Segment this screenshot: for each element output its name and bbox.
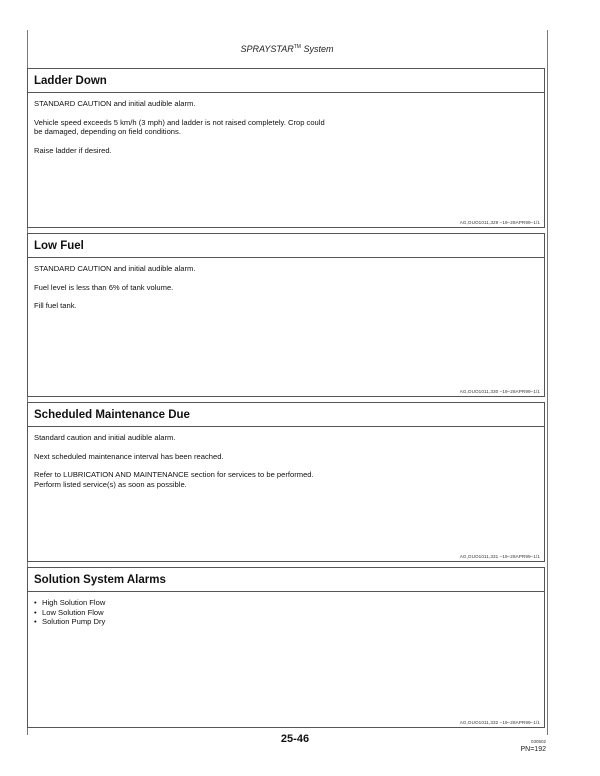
trademark-symbol: TM: [293, 44, 301, 50]
section-ladder-down: [27, 68, 545, 228]
paragraph: Fill fuel tank.: [34, 301, 77, 311]
section-body: [28, 427, 544, 489]
bullet-icon: •: [34, 617, 37, 627]
section-title: Scheduled Maintenance Due: [28, 403, 544, 427]
list-item-label: Low Solution Flow: [42, 607, 104, 617]
section-body: [28, 592, 544, 627]
section-low-fuel: [27, 233, 545, 397]
list-item: [34, 617, 538, 627]
running-head-suffix: System: [300, 44, 334, 54]
paragraph: Refer to LUBRICATION AND MAINTENANCE section for services to be performed. Perform listed service(s) as soon as possible.: [34, 470, 314, 489]
running-head-title: SPRAYSTAR: [240, 44, 294, 54]
paragraph: Fuel level is less than 6% of tank volume.: [34, 282, 174, 292]
bullet-icon: •: [34, 598, 37, 607]
footer-pn: PN=192: [520, 746, 546, 753]
paragraph: Standard caution and initial audible alarm.: [34, 433, 176, 442]
paragraph: Next scheduled maintenance interval has been reached.: [34, 451, 224, 461]
paragraph: STANDARD CAUTION and initial audible alarm.: [34, 264, 196, 273]
list-item: [34, 598, 538, 608]
reference-code: AG,OUO1011,332 –19–28APR99–1/1: [459, 720, 540, 725]
running-head: [27, 44, 547, 54]
section-solution-system-alarms: [27, 567, 545, 728]
section-title: Solution System Alarms: [28, 568, 544, 592]
section-body: [28, 93, 544, 155]
alarm-list: [34, 598, 538, 627]
footer-code: 030502: [530, 739, 546, 744]
section-title: Ladder Down: [28, 69, 544, 93]
section-body: [28, 258, 544, 311]
paragraph: Raise ladder if desired.: [34, 145, 112, 155]
list-item-label: Solution Pump Dry: [42, 617, 106, 627]
list-item-label: High Solution Flow: [42, 598, 106, 607]
section-title: Low Fuel: [28, 234, 544, 258]
page-number: 25-46: [280, 733, 310, 745]
paragraph: STANDARD CAUTION and initial audible alarm.: [34, 99, 196, 108]
reference-code: AG,OUO1011,331 –19–28APR99–1/1: [459, 554, 540, 559]
paragraph: Vehicle speed exceeds 5 km/h (3 mph) and ladder is not raised completely. Crop could be damaged, depending on field conditions.: [34, 117, 325, 137]
section-scheduled-maintenance: [27, 402, 545, 562]
bullet-icon: •: [34, 607, 37, 617]
list-item: [34, 608, 538, 618]
reference-code: AG,OUO1011,330 –19–28APR99–1/1: [459, 389, 540, 394]
reference-code: AG,OUO1011,329 –19–28APR99–1/1: [459, 220, 540, 225]
